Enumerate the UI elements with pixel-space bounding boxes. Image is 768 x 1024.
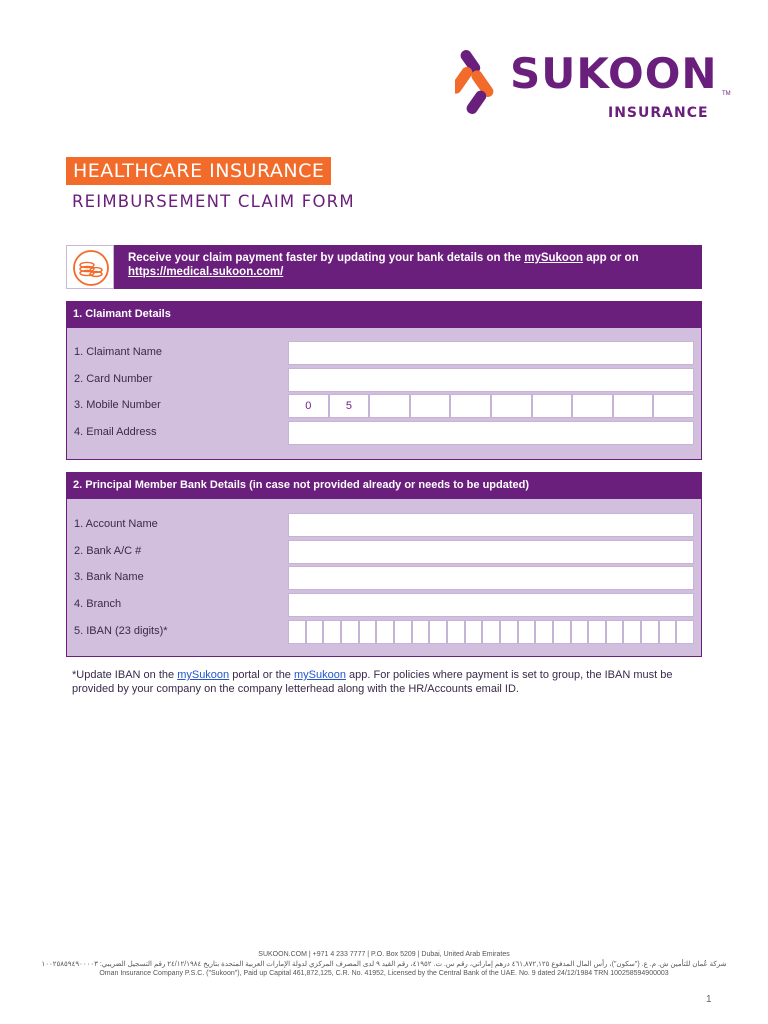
email-address-field[interactable] [288,421,694,445]
iban-digit-cell[interactable] [659,620,677,644]
page-number: 1 [706,994,712,1005]
notice-text-part: app or on [583,252,639,264]
logo-wordmark: SUKOON [510,49,718,98]
footer-arabic-legal-line: شركة عُمان للتأمين ش. م. ع. ("سكون")، رأس المال المدفوع ٤٦١,٨٧٢,١٢٥ درهم إماراتي، رقم س. ت. ٤١٩٥٢، رقم القيد ٩ لدى المصرف المركزي لدولة الإمارات العربية المتحدة بتاريخ ٢٤/١٢/١٩٨٤ رقم التسجيل الضريبي: ١٠٠٢٥٨٥٩٤٩٠٠٠٠٣ [41,960,727,968]
iban-digit-cell[interactable] [306,620,324,644]
iban-digit-cell[interactable] [376,620,394,644]
logo-trademark: TM [722,91,731,97]
iban-digit-cell[interactable] [412,620,430,644]
email-address-label: 4. Email Address [74,426,157,438]
bank-name-field[interactable] [288,566,694,590]
iban-digit-cell[interactable] [518,620,536,644]
iban-digit-cell[interactable] [571,620,589,644]
sukoon-s-mark-icon [455,47,501,117]
iban-digit-cell[interactable] [482,620,500,644]
footer-contact-line: SUKOON.COM | +971 4 233 7777 | P.O. Box 5209 | Dubai, United Arab Emirates [258,951,510,958]
iban-digit-cell[interactable] [606,620,624,644]
mobile-digit-cell[interactable] [491,394,532,418]
mysukoon-portal-link[interactable]: mySukoon [177,669,230,681]
mobile-digit-cell[interactable] [369,394,410,418]
mobile-number-field[interactable] [288,394,694,418]
card-number-field[interactable] [288,368,694,392]
logo-subtitle: INSURANCE [608,105,709,121]
iban-digit-cell[interactable] [447,620,465,644]
card-number-label: 2. Card Number [74,373,153,385]
bank-name-label: 3. Bank Name [74,571,144,583]
mobile-digit-cell[interactable] [653,394,694,418]
bank-details-notice [66,245,702,289]
mobile-digit-cell[interactable] [532,394,573,418]
bank-details-heading: 2. Principal Member Bank Details (in case not provided already or needs to be updated) [66,472,702,498]
iban-digit-cell[interactable] [288,620,306,644]
bank-details-panel [66,498,702,657]
iban-digit-cell[interactable] [641,620,659,644]
claimant-name-field[interactable] [288,341,694,365]
mobile-number-label: 3. Mobile Number [74,399,161,411]
account-name-field[interactable] [288,513,694,537]
iban-label: 5. IBAN (23 digits)* [74,625,168,637]
footnote-text-part: app. For policies where payment is set to group, the IBAN must be provided by your company on the company letterhead along with the HR/Accounts email ID. [72,669,673,695]
bank-account-field[interactable] [288,540,694,564]
iban-digit-cell[interactable] [676,620,694,644]
coins-icon-box [66,245,114,289]
mysukoon-app-link[interactable]: mySukoon [294,669,346,681]
branch-label: 4. Branch [74,598,122,610]
iban-digit-cell[interactable] [359,620,377,644]
iban-digit-cell[interactable] [535,620,553,644]
mobile-digit-cell[interactable] [572,394,613,418]
branch-field[interactable] [288,593,694,617]
iban-field[interactable] [288,620,694,644]
claimant-name-label: 1. Claimant Name [74,346,163,358]
iban-digit-cell[interactable] [323,620,341,644]
mysukoon-app-link[interactable]: mySukoon [524,252,584,264]
iban-digit-cell[interactable] [553,620,571,644]
form-subtitle: REIMBURSEMENT CLAIM FORM [72,192,355,211]
iban-digit-cell[interactable] [429,620,447,644]
iban-digit-cell[interactable] [465,620,483,644]
notice-text [128,251,688,279]
iban-digit-cell[interactable] [588,620,606,644]
footnote-text-part: portal or the [229,669,294,681]
iban-digit-cell[interactable] [341,620,359,644]
medical-portal-link[interactable]: https://medical.sukoon.com/ [128,266,284,278]
mobile-digit-cell[interactable]: 5 [329,394,370,418]
sukoon-logo [455,47,735,125]
claimant-details-heading: 1. Claimant Details [66,301,702,327]
footnote-text-part: *Update IBAN on the [72,669,178,681]
mobile-digit-cell[interactable] [613,394,654,418]
mobile-digit-cell[interactable]: 0 [288,394,329,418]
bank-account-label: 2. Bank A/C # [74,545,142,557]
form-title: HEALTHCARE INSURANCE [66,157,331,185]
coins-icon [67,246,115,290]
footer-legal-line: Oman Insurance Company P.S.C. ("Sukoon"), Paid up Capital 461,872,125, C.R. No. 41952, Licensed by the Central Bank of the UAE. No. 9 dated 24/12/1984 TRN 100258594900003 [99,970,669,977]
iban-digit-cell[interactable] [623,620,641,644]
account-name-label: 1. Account Name [74,518,158,530]
iban-footnote [72,668,700,696]
page-footer [40,950,728,979]
claimant-details-panel [66,327,702,460]
mobile-digit-cell[interactable] [410,394,451,418]
notice-text-part: Receive your claim payment faster by updating your bank details on the [128,252,525,264]
mobile-digit-cell[interactable] [450,394,491,418]
iban-digit-cell[interactable] [500,620,518,644]
iban-digit-cell[interactable] [394,620,412,644]
